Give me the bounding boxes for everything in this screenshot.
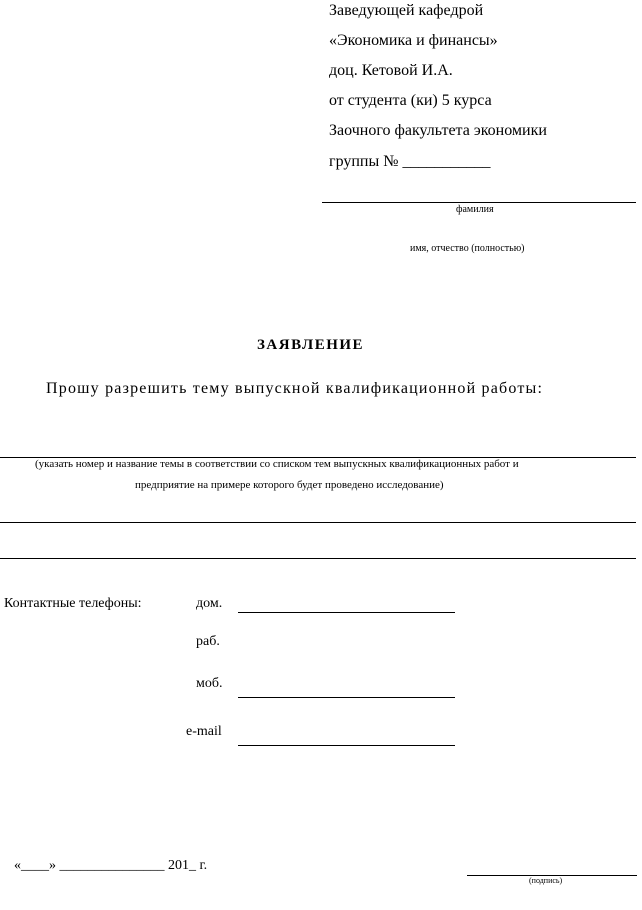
signature-caption: (подпись) (529, 876, 563, 885)
topic-extra-line-1[interactable] (0, 522, 636, 523)
request-text: Прошу разрешить тему выпускной квалификационной работы: (46, 380, 544, 397)
mobile-phone-label: моб. (196, 676, 223, 691)
document-title: ЗАЯВЛЕНИЕ (257, 337, 365, 353)
home-phone-label: дом. (196, 596, 223, 611)
topic-note-line-1: (указать номер и название темы в соответствии со списком тем выпускных квалификационных работ и (35, 458, 519, 470)
addressee-line-2: «Экономика и финансы» (329, 32, 498, 49)
email-label: e-mail (186, 724, 222, 739)
name-caption: имя, отчество (полностью) (410, 243, 525, 254)
topic-note-line-2: предприятие на примере которого будет проведено исследование) (135, 479, 444, 491)
group-number-field[interactable]: группы № ___________ (329, 153, 491, 170)
surname-underline[interactable] (322, 202, 636, 203)
topic-extra-line-2[interactable] (0, 558, 636, 559)
mobile-phone-field[interactable] (238, 697, 455, 698)
surname-caption: фамилия (456, 204, 494, 215)
email-field[interactable] (238, 745, 455, 746)
work-phone-label: раб. (196, 634, 220, 649)
contact-phones-label: Контактные телефоны: (4, 596, 142, 611)
addressee-line-1: Заведующей кафедрой (329, 2, 484, 19)
home-phone-field[interactable] (238, 612, 455, 613)
student-line-2: Заочного факультета экономики (329, 122, 547, 139)
student-line-1: от студента (ки) 5 курса (329, 92, 492, 109)
addressee-line-3: доц. Кетовой И.А. (329, 62, 453, 79)
date-field[interactable]: «____» _______________ 201_ г. (14, 858, 208, 873)
